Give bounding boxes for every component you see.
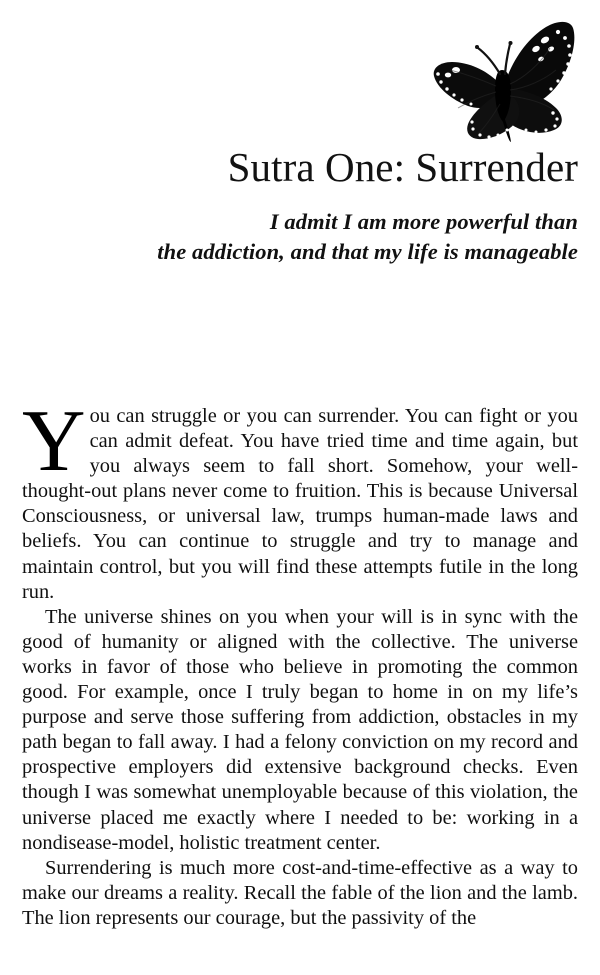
drop-cap: Y (22, 393, 86, 490)
page-title: Sutra One: Surrender (227, 144, 578, 190)
paragraph-1 (22, 393, 578, 605)
paragraph-2: The universe shines on you when your will is in sync with the good of humanity or aligned with the collective. The universe works in favor of those who believe in promoting the common good. For example, once I truly began to home in on my life’s purpose and serve those suffering from addiction, obstacles in my path began to fall away. I had a felony conviction on my record and prospective employers did extensive background checks. Even though I was somewhat unemployable because of this violation, the universe placed me exactly where I needed to be: working in a nondisease-model, holistic treatment center. (22, 605, 578, 854)
chapter-subtitle (24, 207, 578, 266)
paragraph-1-text: ou can struggle or you can surrender. You can fight or you can admit defeat. You have tried time and time again, but you always seem to fall short. Somehow, your well-thought-out plans never come to fruition. This is because Universal Consciousness, or universal law, trumps human-made laws and beliefs. You can continue to struggle and try to manage and maintain control, but you will find these attempts futile in the long run. (22, 405, 578, 603)
chapter-subtitle-line-1: I admit I am more powerful than (269, 209, 578, 235)
paragraph-3: Surrendering is much more cost-and-time-effective as a way to make our dreams a reality. Recall the fable of the lion and the lamb. The lion represents our courage, but the passivity of the (22, 856, 578, 929)
chapter-header (24, 146, 578, 267)
butterfly-icon (428, 18, 578, 146)
chapter-subtitle-line-2: the addiction, and that my life is manageable (157, 239, 578, 265)
body-text (22, 393, 578, 931)
